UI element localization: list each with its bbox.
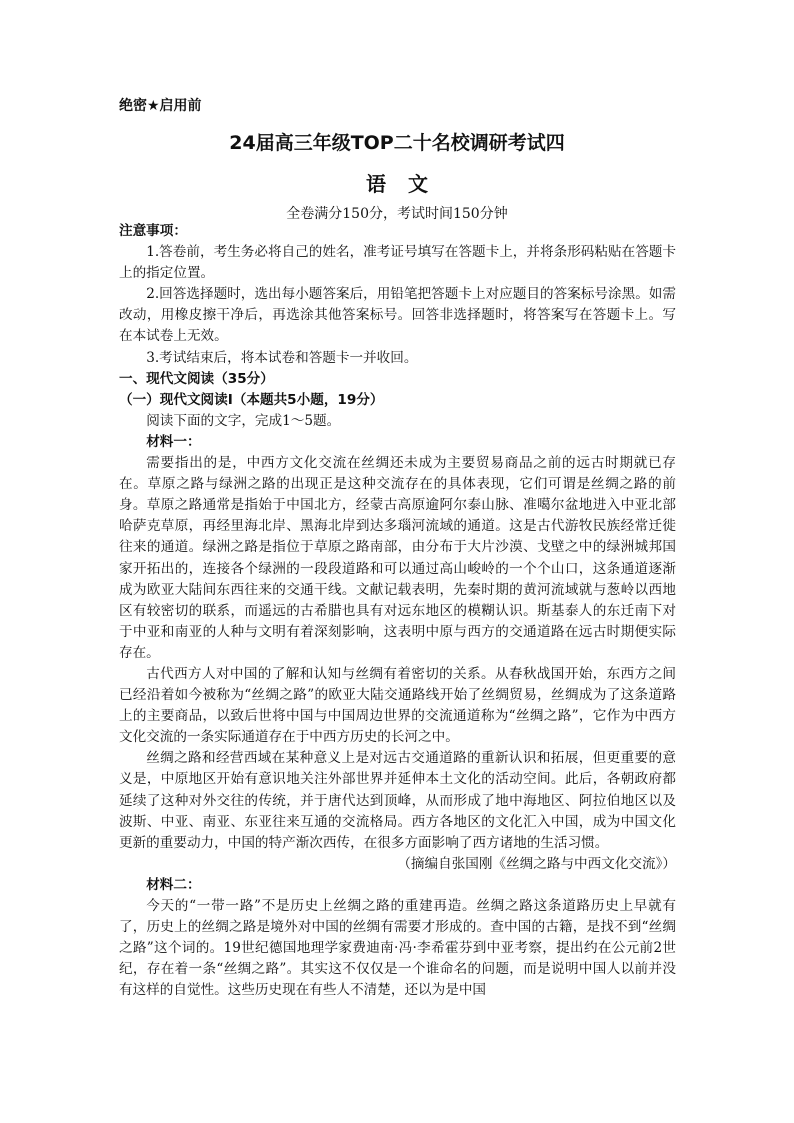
notice-item: 2.回答选择题时，选出每小题答案后，用铅笔把答题卡上对应题目的答案标号涂黑。如需改动，用橡皮擦干净后，再选涂其他答案标号。回答非选择题时，将答案写在答题卡上。写在本试卷上无效。: [119, 286, 676, 345]
confidential-label: 绝密★启用前: [119, 98, 202, 114]
exam-title: 24届高三年级TOP二十名校调研考试四: [229, 132, 565, 154]
notice-item: 1.答卷前，考生务必将自己的姓名，准考证号填写在答题卡上，并将条形码粘贴在答题卡上的指定位置。: [119, 244, 676, 282]
reading-instruction: 阅读下面的文字，完成1～5题。: [146, 412, 341, 429]
score-info: 全卷满分150分，考试时间150分钟: [286, 206, 508, 222]
material-source: （摘编自张国刚《丝绸之路与中西文化交流》）: [397, 855, 676, 872]
section-heading: 一、现代文阅读（35分）: [119, 370, 274, 387]
exam-body: [119, 221, 676, 1001]
material-label: 材料二：: [146, 876, 201, 893]
material-paragraph: 今天的“一带一路”不是历史上丝绸之路的重建再造。丝绸之路这条道路历史上早就有了，历史上的丝绸之路是境外对中国的丝绸有需要才形成的。查中国的古籍，是找不到“丝绸之路”这个词的。19世纪德国地理学家费迪南·冯·李希霍芬到中亚考察，提出约在公元前2世纪，存在着一条“丝绸之路”。其实这不仅仅是一个谁命名的问题，而是说明中国人以前并没有这样的自觉性。这些历史现在有些人不清楚，还以为是中国: [119, 898, 676, 999]
material-paragraph: 丝绸之路和经营西域在某种意义上是对远古交通道路的重新认识和拓展，但更重要的意义是，中原地区开始有意识地关注外部世界并延伸本土文化的活动空间。此后，各朝政府都延续了这种对外交往的传统，并于唐代达到顶峰，从而形成了地中海地区、阿拉伯地区以及波斯、中亚、南亚、东亚往来互通的交流格局。西方各地区的文化汇入中国，成为中国文化更新的重要动力，中国的特产渐次西传，在很多方面影响了西方诸地的生活习惯。: [119, 750, 676, 851]
notice-item: 3.考试结束后，将本试卷和答题卡一并收回。: [146, 349, 418, 366]
subsection-heading: （一）现代文阅读Ⅰ（本题共5小题，19分）: [119, 391, 384, 408]
notice-heading: 注意事项：: [119, 223, 187, 239]
subject-title: 语文: [366, 172, 450, 196]
material-paragraph: 需要指出的是，中西方文化交流在丝绸还未成为主要贸易商品之前的远古时期就已存在。草原之路与绿洲之路的出现正是这种交流存在的具体表现，它们可谓是丝绸之路的前身。草原之路通常是指始于中国北方，经蒙古高原逾阿尔泰山脉、准噶尔盆地进入中亚北部哈萨克草原，再经里海北岸、黑海北岸到达多瑙河流域的通道。这是古代游牧民族经常迁徙往来的通道。绿洲之路是指位于草原之路南部，由分布于大片沙漠、戈壁之中的绿洲城邦国家开拓出的，连接各个绿洲的一段段道路和可以通过高山峻岭的一个个山口，这条通道逐渐成为欧亚大陆间东西往来的交通干线。文献记载表明，先秦时期的黄河流域就与葱岭以西地区有较密切的联系，而遥远的古希腊也具有对远东地区的模糊认识。斯基泰人的东迁南下对于中亚和南亚的人种与文明有着深刻影响，这表明中原与西方的交通道路在远古时期便实际存在。: [119, 455, 676, 661]
material-paragraph: 古代西方人对中国的了解和认知与丝绸有着密切的关系。从春秋战国开始，东西方之间已经沿着如今被称为“丝绸之路”的欧亚大陆交通路线开始了丝绸贸易，丝绸成为了这条道路上的主要商品，以致后世将中国与中国周边世界的交流通道称为“丝绸之路”，它作为中西方文化交流的一条实际通道存在于中西方历史的长河之中。: [119, 665, 676, 746]
material-label: 材料一：: [146, 433, 201, 450]
